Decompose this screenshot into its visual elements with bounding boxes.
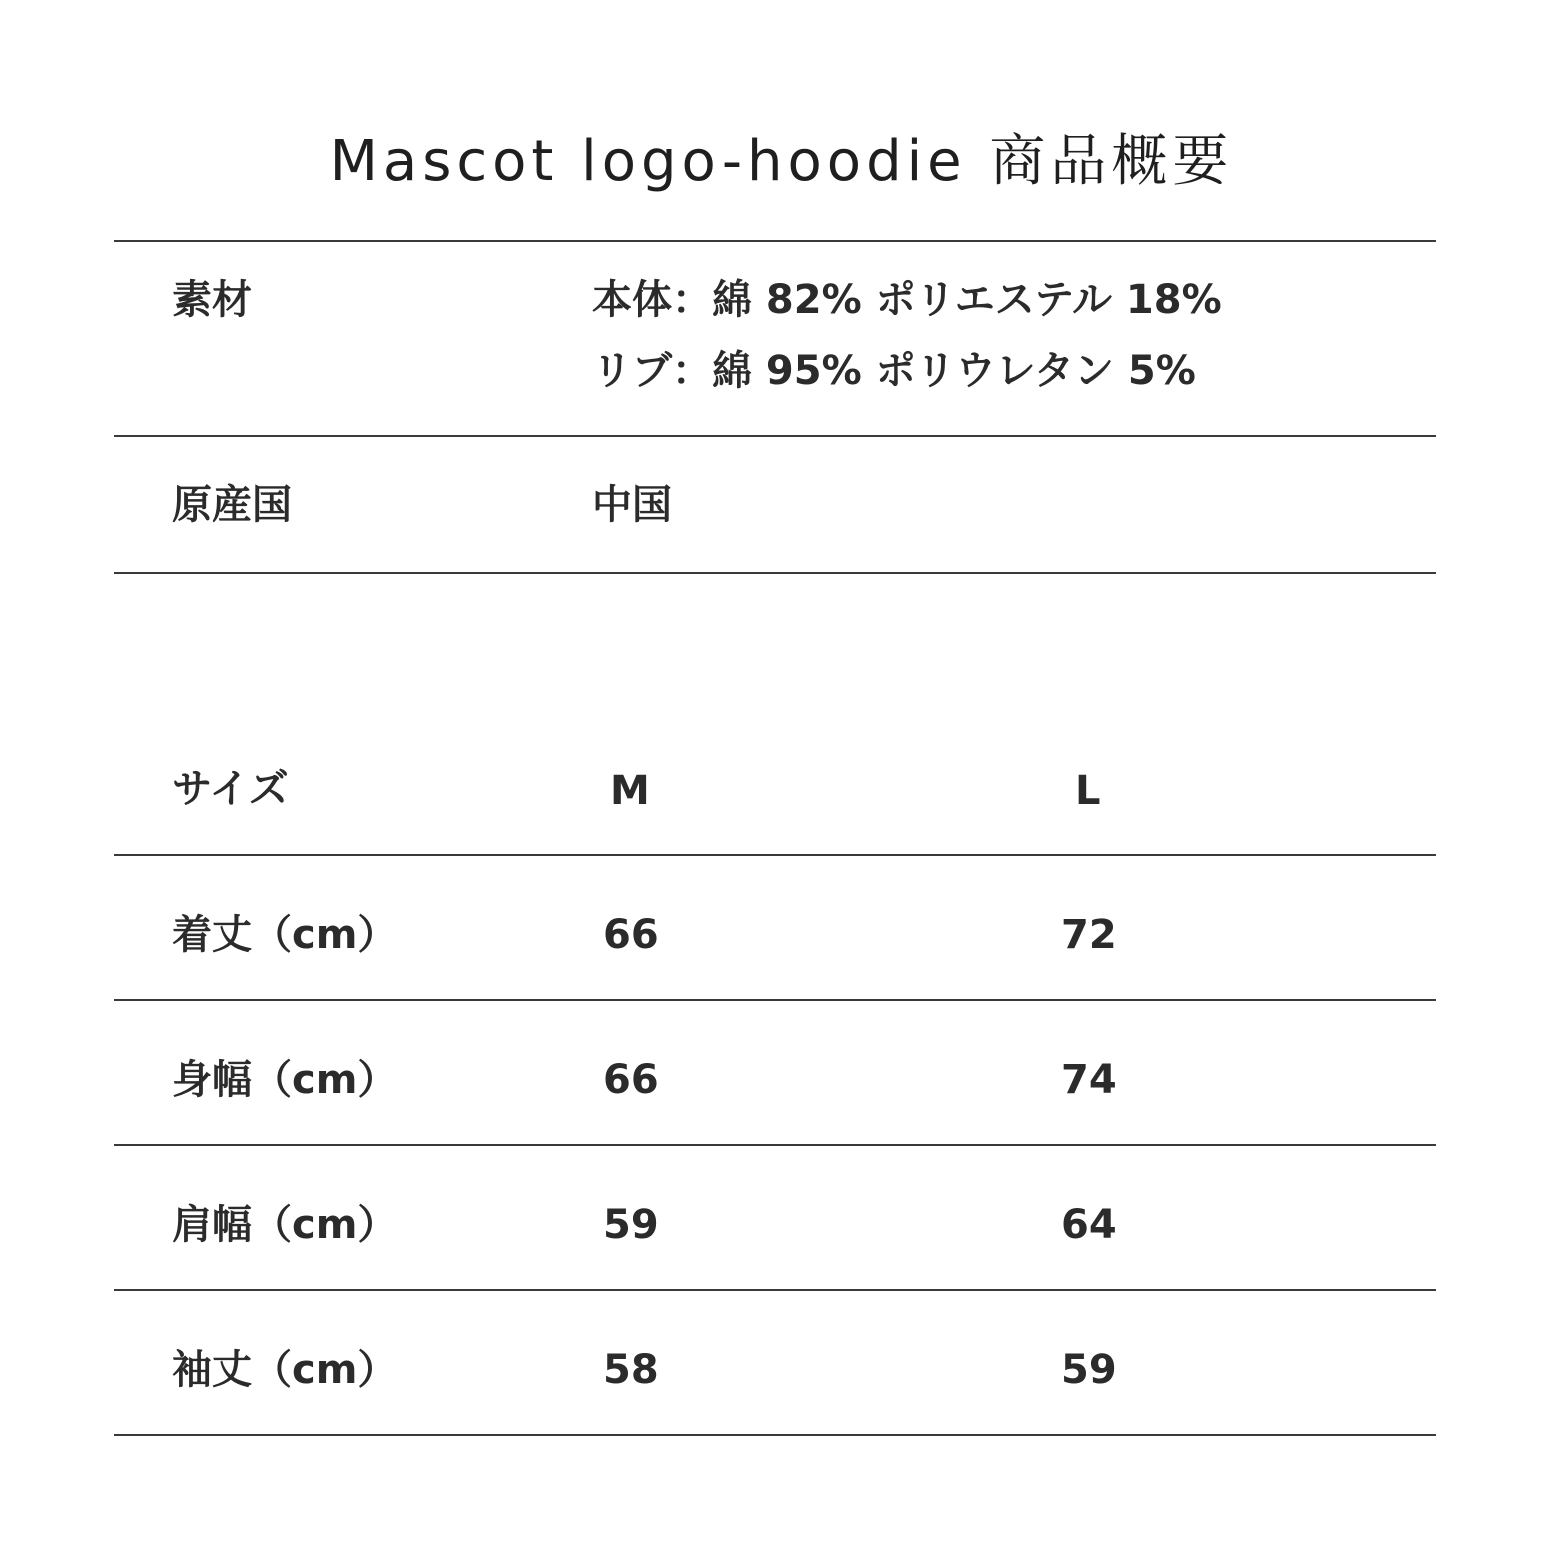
table-row-label: 着丈（cm） [172, 912, 398, 958]
divider [114, 435, 1436, 437]
page-title: Mascot logo-hoodie 商品概要 [329, 129, 1234, 194]
table-cell-m: 66 [603, 912, 659, 958]
divider [114, 572, 1436, 574]
size-header-label: サイズ [172, 766, 289, 812]
origin-label: 原産国 [172, 482, 292, 528]
table-cell-l: 72 [1061, 912, 1117, 958]
table-cell-l: 59 [1061, 1347, 1117, 1393]
divider [114, 1289, 1436, 1291]
divider [114, 240, 1436, 242]
divider [114, 854, 1436, 856]
table-cell-l: 64 [1061, 1202, 1117, 1248]
size-header-l: L [1075, 768, 1101, 814]
material-label: 素材 [172, 277, 252, 323]
size-header-m: M [610, 768, 650, 814]
table-cell-m: 59 [603, 1202, 659, 1248]
material-line-rib: リブ：綿 95% ポリウレタン 5% [592, 348, 1196, 394]
table-row-label: 身幅（cm） [172, 1057, 398, 1103]
table-cell-l: 74 [1061, 1057, 1117, 1103]
table-cell-m: 58 [603, 1347, 659, 1393]
table-row-label: 袖丈（cm） [172, 1347, 398, 1393]
table-row-label: 肩幅（cm） [172, 1202, 398, 1248]
origin-value: 中国 [592, 482, 672, 528]
table-cell-m: 66 [603, 1057, 659, 1103]
divider [114, 1144, 1436, 1146]
divider [114, 1434, 1436, 1436]
material-line-body: 本体：綿 82% ポリエステル 18% [592, 277, 1222, 323]
divider [114, 999, 1436, 1001]
